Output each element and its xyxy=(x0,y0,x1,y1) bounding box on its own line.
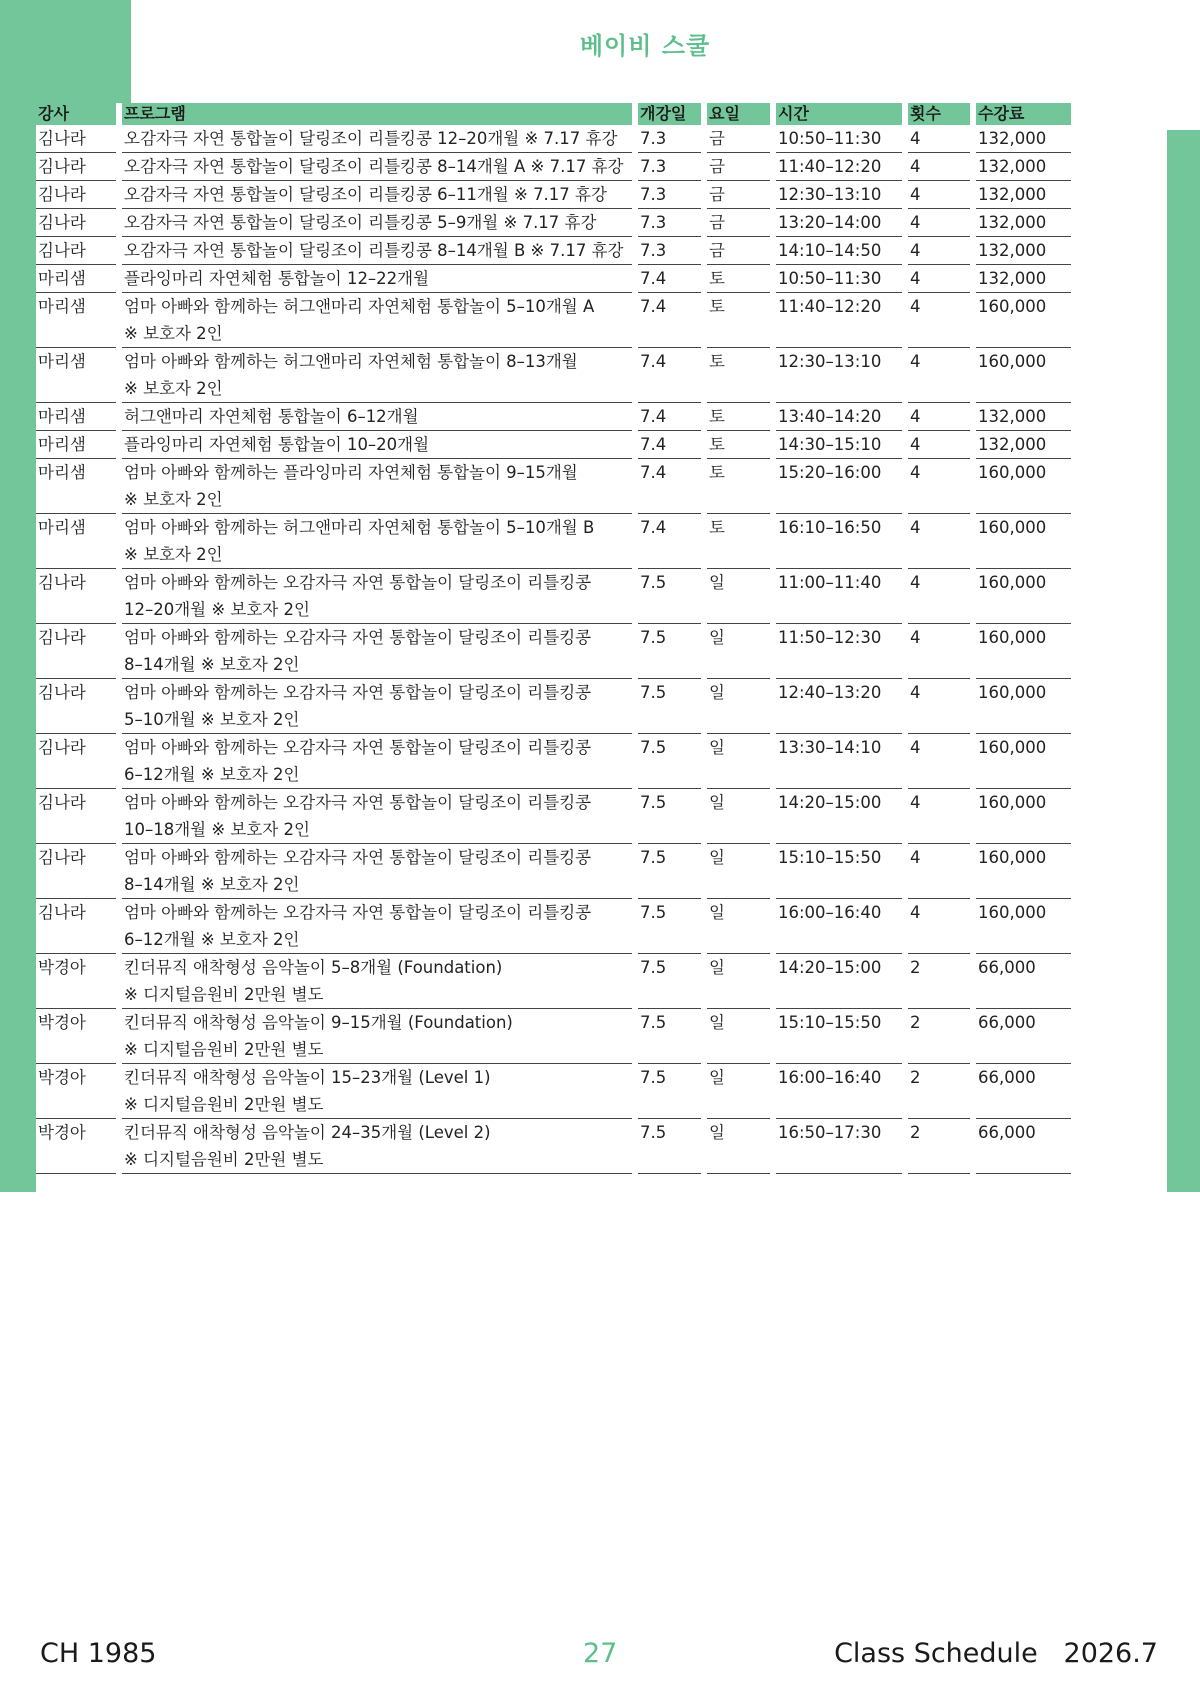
fee-cell: 160,000 xyxy=(976,844,1071,899)
table-row xyxy=(36,679,1071,734)
time-cell: 15:10–15:50 xyxy=(776,844,902,899)
table-row xyxy=(36,237,1071,265)
right-margin-band xyxy=(1166,130,1200,1192)
table-row xyxy=(36,209,1071,237)
start-date-cell: 7.5 xyxy=(638,679,701,734)
program-title: 엄마 아빠와 함께하는 허그앤마리 자연체험 통합놀이 5–10개월 B xyxy=(124,518,595,537)
program-note: 6–12개월 ※ 보호자 2인 xyxy=(124,765,300,784)
fee-cell: 132,000 xyxy=(976,431,1071,459)
table-row xyxy=(36,459,1071,514)
program-title: 오감자극 자연 통합놀이 달링조이 리틀킹콩 12–20개월 ※ 7.17 휴강 xyxy=(124,129,618,148)
weekday-cell: 일 xyxy=(707,954,770,1009)
table-row xyxy=(36,348,1071,403)
program-note: ※ 디지털음원비 2만원 별도 xyxy=(124,985,324,1004)
start-date-cell: 7.3 xyxy=(638,237,701,265)
start-date-cell: 7.3 xyxy=(638,125,701,153)
session-count-cell: 4 xyxy=(908,293,970,348)
program-cell xyxy=(122,237,632,265)
program-note: ※ 디지털음원비 2만원 별도 xyxy=(124,1040,324,1059)
table-row xyxy=(36,899,1071,954)
program-cell xyxy=(122,624,632,679)
weekday-cell: 금 xyxy=(707,181,770,209)
start-date-cell: 7.4 xyxy=(638,459,701,514)
start-date-cell: 7.4 xyxy=(638,348,701,403)
table-row xyxy=(36,125,1071,153)
program-cell xyxy=(122,265,632,293)
table-row xyxy=(36,181,1071,209)
weekday-cell: 토 xyxy=(707,265,770,293)
time-cell: 11:40–12:20 xyxy=(776,153,902,181)
program-cell xyxy=(122,569,632,624)
session-count-cell: 4 xyxy=(908,265,970,293)
weekday-cell: 금 xyxy=(707,125,770,153)
fee-cell: 160,000 xyxy=(976,679,1071,734)
teacher-cell: 박경아 xyxy=(36,954,116,1009)
weekday-cell: 토 xyxy=(707,514,770,569)
start-date-cell: 7.3 xyxy=(638,153,701,181)
table-row xyxy=(36,734,1071,789)
program-title: 플라잉마리 자연체험 통합놀이 12–22개월 xyxy=(124,269,430,288)
table-row xyxy=(36,1009,1071,1064)
time-cell: 14:20–15:00 xyxy=(776,954,902,1009)
time-cell: 11:50–12:30 xyxy=(776,624,902,679)
time-cell: 16:50–17:30 xyxy=(776,1119,902,1174)
program-cell xyxy=(122,1009,632,1064)
program-cell xyxy=(122,899,632,954)
start-date-cell: 7.5 xyxy=(638,1119,701,1174)
session-count-cell: 4 xyxy=(908,514,970,569)
session-count-cell: 2 xyxy=(908,1009,970,1064)
start-date-cell: 7.5 xyxy=(638,844,701,899)
fee-cell: 160,000 xyxy=(976,624,1071,679)
column-header: 개강일 xyxy=(638,103,701,125)
fee-cell: 160,000 xyxy=(976,459,1071,514)
table-row xyxy=(36,514,1071,569)
column-header: 강사 xyxy=(36,103,116,125)
time-cell: 11:40–12:20 xyxy=(776,293,902,348)
table-row xyxy=(36,624,1071,679)
teacher-cell: 김나라 xyxy=(36,734,116,789)
column-header: 횟수 xyxy=(908,103,970,125)
table-row xyxy=(36,1064,1071,1119)
program-note: 10–18개월 ※ 보호자 2인 xyxy=(124,820,310,839)
teacher-cell: 김나라 xyxy=(36,181,116,209)
footer-brand: CH 1985 xyxy=(40,1638,157,1669)
program-title: 엄마 아빠와 함께하는 오감자극 자연 통합놀이 달링조이 리틀킹콩 xyxy=(124,738,592,757)
teacher-cell: 김나라 xyxy=(36,679,116,734)
table-row xyxy=(36,265,1071,293)
weekday-cell: 일 xyxy=(707,1119,770,1174)
program-title: 킨더뮤직 애착형성 음악놀이 15–23개월 (Level 1) xyxy=(124,1068,491,1087)
column-header: 시간 xyxy=(776,103,902,125)
start-date-cell: 7.4 xyxy=(638,293,701,348)
fee-cell: 132,000 xyxy=(976,237,1071,265)
session-count-cell: 4 xyxy=(908,209,970,237)
table-row xyxy=(36,293,1071,348)
time-cell: 13:20–14:00 xyxy=(776,209,902,237)
fee-cell: 132,000 xyxy=(976,265,1071,293)
time-cell: 13:30–14:10 xyxy=(776,734,902,789)
weekday-cell: 토 xyxy=(707,431,770,459)
session-count-cell: 4 xyxy=(908,789,970,844)
weekday-cell: 토 xyxy=(707,293,770,348)
weekday-cell: 일 xyxy=(707,789,770,844)
fee-cell: 160,000 xyxy=(976,514,1071,569)
session-count-cell: 4 xyxy=(908,153,970,181)
program-cell xyxy=(122,1119,632,1174)
program-title: 오감자극 자연 통합놀이 달링조이 리틀킹콩 5–9개월 ※ 7.17 휴강 xyxy=(124,213,597,232)
time-cell: 14:10–14:50 xyxy=(776,237,902,265)
table-row xyxy=(36,403,1071,431)
program-cell xyxy=(122,403,632,431)
table-row xyxy=(36,844,1071,899)
teacher-cell: 김나라 xyxy=(36,899,116,954)
time-cell: 14:30–15:10 xyxy=(776,431,902,459)
session-count-cell: 4 xyxy=(908,569,970,624)
start-date-cell: 7.4 xyxy=(638,431,701,459)
program-cell xyxy=(122,514,632,569)
program-cell xyxy=(122,734,632,789)
program-note: ※ 보호자 2인 xyxy=(124,379,223,398)
footer-schedule-label: Class Schedule 2026.7 xyxy=(834,1638,1158,1669)
weekday-cell: 금 xyxy=(707,153,770,181)
table-row xyxy=(36,1119,1071,1174)
program-title: 오감자극 자연 통합놀이 달링조이 리틀킹콩 8–14개월 A ※ 7.17 휴강 xyxy=(124,157,624,176)
program-cell xyxy=(122,844,632,899)
session-count-cell: 4 xyxy=(908,679,970,734)
program-note: ※ 디지털음원비 2만원 별도 xyxy=(124,1095,324,1114)
start-date-cell: 7.5 xyxy=(638,789,701,844)
fee-cell: 66,000 xyxy=(976,1009,1071,1064)
weekday-cell: 일 xyxy=(707,734,770,789)
weekday-cell: 토 xyxy=(707,459,770,514)
time-cell: 10:50–11:30 xyxy=(776,265,902,293)
program-cell xyxy=(122,293,632,348)
teacher-cell: 김나라 xyxy=(36,209,116,237)
start-date-cell: 7.5 xyxy=(638,1064,701,1119)
session-count-cell: 4 xyxy=(908,431,970,459)
schedule-sheet xyxy=(36,103,1167,1192)
program-cell xyxy=(122,789,632,844)
weekday-cell: 일 xyxy=(707,1064,770,1119)
fee-cell: 66,000 xyxy=(976,1064,1071,1119)
weekday-cell: 금 xyxy=(707,209,770,237)
program-cell xyxy=(122,181,632,209)
start-date-cell: 7.4 xyxy=(638,403,701,431)
program-cell xyxy=(122,431,632,459)
session-count-cell: 2 xyxy=(908,1064,970,1119)
time-cell: 12:40–13:20 xyxy=(776,679,902,734)
start-date-cell: 7.3 xyxy=(638,181,701,209)
teacher-cell: 마리샘 xyxy=(36,431,116,459)
program-cell xyxy=(122,1064,632,1119)
table-header-row xyxy=(36,103,1071,125)
teacher-cell: 김나라 xyxy=(36,789,116,844)
start-date-cell: 7.5 xyxy=(638,954,701,1009)
session-count-cell: 4 xyxy=(908,734,970,789)
session-count-cell: 4 xyxy=(908,403,970,431)
teacher-cell: 박경아 xyxy=(36,1119,116,1174)
start-date-cell: 7.4 xyxy=(638,265,701,293)
time-cell: 12:30–13:10 xyxy=(776,181,902,209)
program-note: ※ 보호자 2인 xyxy=(124,545,223,564)
teacher-cell: 김나라 xyxy=(36,153,116,181)
teacher-cell: 김나라 xyxy=(36,569,116,624)
weekday-cell: 일 xyxy=(707,624,770,679)
teacher-cell: 박경아 xyxy=(36,1009,116,1064)
program-title: 엄마 아빠와 함께하는 오감자극 자연 통합놀이 달링조이 리틀킹콩 xyxy=(124,793,592,812)
program-title: 엄마 아빠와 함께하는 오감자극 자연 통합놀이 달링조이 리틀킹콩 xyxy=(124,683,592,702)
column-header: 요일 xyxy=(707,103,770,125)
session-count-cell: 4 xyxy=(908,844,970,899)
session-count-cell: 4 xyxy=(908,237,970,265)
program-title: 엄마 아빠와 함께하는 허그앤마리 자연체험 통합놀이 5–10개월 A xyxy=(124,297,595,316)
table-row xyxy=(36,954,1071,1009)
program-note: 6–12개월 ※ 보호자 2인 xyxy=(124,930,300,949)
start-date-cell: 7.5 xyxy=(638,624,701,679)
program-cell xyxy=(122,954,632,1009)
program-title: 엄마 아빠와 함께하는 오감자극 자연 통합놀이 달링조이 리틀킹콩 xyxy=(124,903,592,922)
page-title: 베이비 스쿨 xyxy=(579,32,711,60)
session-count-cell: 4 xyxy=(908,348,970,403)
program-title: 오감자극 자연 통합놀이 달링조이 리틀킹콩 6–11개월 ※ 7.17 휴강 xyxy=(124,185,607,204)
time-cell: 11:00–11:40 xyxy=(776,569,902,624)
fee-cell: 160,000 xyxy=(976,899,1071,954)
program-note: ※ 디지털음원비 2만원 별도 xyxy=(124,1150,324,1169)
start-date-cell: 7.4 xyxy=(638,514,701,569)
program-cell xyxy=(122,459,632,514)
time-cell: 13:40–14:20 xyxy=(776,403,902,431)
fee-cell: 66,000 xyxy=(976,954,1071,1009)
weekday-cell: 일 xyxy=(707,844,770,899)
program-title: 엄마 아빠와 함께하는 플라잉마리 자연체험 통합놀이 9–15개월 xyxy=(124,463,578,482)
session-count-cell: 4 xyxy=(908,624,970,679)
weekday-cell: 일 xyxy=(707,899,770,954)
weekday-cell: 토 xyxy=(707,348,770,403)
session-count-cell: 2 xyxy=(908,1119,970,1174)
session-count-cell: 4 xyxy=(908,459,970,514)
teacher-cell: 마리샘 xyxy=(36,514,116,569)
time-cell: 16:00–16:40 xyxy=(776,1064,902,1119)
program-note: 8–14개월 ※ 보호자 2인 xyxy=(124,875,300,894)
start-date-cell: 7.5 xyxy=(638,734,701,789)
program-cell xyxy=(122,125,632,153)
program-title: 킨더뮤직 애착형성 음악놀이 5–8개월 (Foundation) xyxy=(124,958,503,977)
program-title: 엄마 아빠와 함께하는 오감자극 자연 통합놀이 달링조이 리틀킹콩 xyxy=(124,628,592,647)
fee-cell: 132,000 xyxy=(976,125,1071,153)
program-title: 킨더뮤직 애착형성 음악놀이 9–15개월 (Foundation) xyxy=(124,1013,513,1032)
fee-cell: 160,000 xyxy=(976,348,1071,403)
time-cell: 15:20–16:00 xyxy=(776,459,902,514)
program-cell xyxy=(122,348,632,403)
program-title: 엄마 아빠와 함께하는 허그앤마리 자연체험 통합놀이 8–13개월 xyxy=(124,352,578,371)
time-cell: 12:30–13:10 xyxy=(776,348,902,403)
session-count-cell: 2 xyxy=(908,954,970,1009)
time-cell: 16:00–16:40 xyxy=(776,899,902,954)
fee-cell: 160,000 xyxy=(976,569,1071,624)
table-row xyxy=(36,153,1071,181)
start-date-cell: 7.5 xyxy=(638,899,701,954)
program-note: 5–10개월 ※ 보호자 2인 xyxy=(124,710,300,729)
program-title: 킨더뮤직 애착형성 음악놀이 24–35개월 (Level 2) xyxy=(124,1123,491,1142)
teacher-cell: 마리샘 xyxy=(36,265,116,293)
program-cell xyxy=(122,153,632,181)
teacher-cell: 마리샘 xyxy=(36,459,116,514)
class-schedule-table xyxy=(30,103,1077,1174)
time-cell: 14:20–15:00 xyxy=(776,789,902,844)
weekday-cell: 금 xyxy=(707,237,770,265)
program-note: ※ 보호자 2인 xyxy=(124,324,223,343)
program-title: 플라잉마리 자연체험 통합놀이 10–20개월 xyxy=(124,435,430,454)
program-note: ※ 보호자 2인 xyxy=(124,490,223,509)
weekday-cell: 일 xyxy=(707,1009,770,1064)
weekday-cell: 토 xyxy=(707,403,770,431)
program-cell xyxy=(122,209,632,237)
time-cell: 10:50–11:30 xyxy=(776,125,902,153)
program-note: 8–14개월 ※ 보호자 2인 xyxy=(124,655,300,674)
teacher-cell: 김나라 xyxy=(36,125,116,153)
session-count-cell: 4 xyxy=(908,125,970,153)
teacher-cell: 마리샘 xyxy=(36,293,116,348)
program-title: 허그앤마리 자연체험 통합놀이 6–12개월 xyxy=(124,407,419,426)
program-title: 엄마 아빠와 함께하는 오감자극 자연 통합놀이 달링조이 리틀킹콩 xyxy=(124,573,592,592)
teacher-cell: 김나라 xyxy=(36,624,116,679)
fee-cell: 132,000 xyxy=(976,181,1071,209)
teacher-cell: 김나라 xyxy=(36,844,116,899)
time-cell: 15:10–15:50 xyxy=(776,1009,902,1064)
program-note: 12–20개월 ※ 보호자 2인 xyxy=(124,600,310,619)
time-cell: 16:10–16:50 xyxy=(776,514,902,569)
program-title: 엄마 아빠와 함께하는 오감자극 자연 통합놀이 달링조이 리틀킹콩 xyxy=(124,848,592,867)
fee-cell: 160,000 xyxy=(976,293,1071,348)
fee-cell: 66,000 xyxy=(976,1119,1071,1174)
weekday-cell: 일 xyxy=(707,679,770,734)
program-title: 오감자극 자연 통합놀이 달링조이 리틀킹콩 8–14개월 B ※ 7.17 휴강 xyxy=(124,241,624,260)
fee-cell: 160,000 xyxy=(976,789,1071,844)
program-cell xyxy=(122,679,632,734)
table-row xyxy=(36,431,1071,459)
fee-cell: 132,000 xyxy=(976,403,1071,431)
table-row xyxy=(36,789,1071,844)
teacher-cell: 마리샘 xyxy=(36,348,116,403)
fee-cell: 132,000 xyxy=(976,153,1071,181)
start-date-cell: 7.3 xyxy=(638,209,701,237)
start-date-cell: 7.5 xyxy=(638,1009,701,1064)
fee-cell: 132,000 xyxy=(976,209,1071,237)
teacher-cell: 마리샘 xyxy=(36,403,116,431)
column-header: 프로그램 xyxy=(122,103,632,125)
table-row xyxy=(36,569,1071,624)
weekday-cell: 일 xyxy=(707,569,770,624)
session-count-cell: 4 xyxy=(908,899,970,954)
session-count-cell: 4 xyxy=(908,181,970,209)
column-header: 수강료 xyxy=(976,103,1071,125)
fee-cell: 160,000 xyxy=(976,734,1071,789)
page-number: 27 xyxy=(583,1638,618,1669)
teacher-cell: 김나라 xyxy=(36,237,116,265)
teacher-cell: 박경아 xyxy=(36,1064,116,1119)
start-date-cell: 7.5 xyxy=(638,569,701,624)
